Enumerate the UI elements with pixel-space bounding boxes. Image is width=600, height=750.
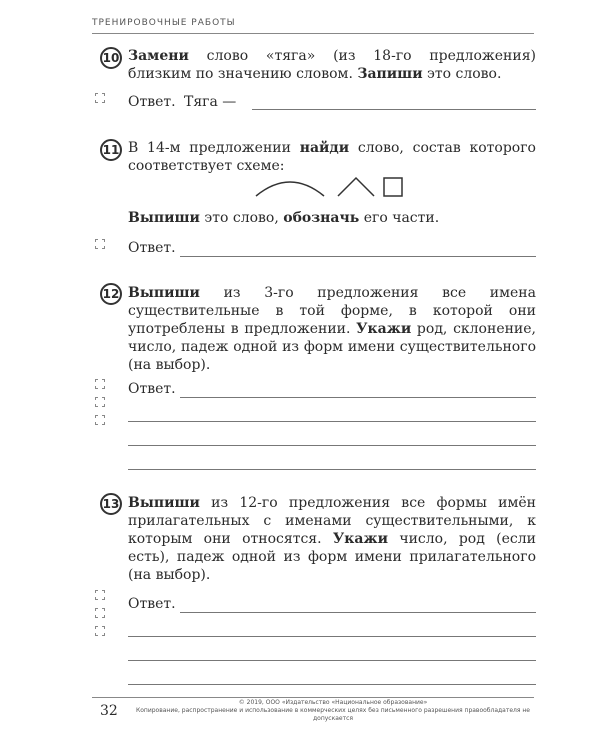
answer-cell-13-1 [95, 590, 105, 600]
text-run-2: слово, состав которого соответствует схеме: [128, 140, 536, 174]
answer-cell-11-1 [95, 239, 105, 249]
task-13-answer-line-4[interactable] [128, 684, 536, 685]
task-10-answer-line[interactable] [252, 109, 536, 110]
answer-cell-10-1 [95, 93, 105, 103]
task-10-text [128, 47, 536, 83]
bold-run-2: Укажи [332, 531, 388, 547]
task-10-answer-value: Тяга — [184, 94, 237, 110]
bold-run-1: найди [299, 140, 350, 156]
text-run-1: слово «тяга» (из 18-го предложения) близким по значению словом. [128, 48, 536, 82]
text-run-3: это слово. [422, 66, 502, 82]
task-11-answer-line[interactable] [180, 256, 536, 257]
root-arc-icon [256, 182, 324, 196]
task-13-text [128, 494, 536, 584]
task-12-answer-line-3[interactable] [128, 445, 536, 446]
header-divider [92, 33, 534, 34]
ending-box-icon [384, 178, 402, 196]
task-13-answer-line-3[interactable] [128, 660, 536, 661]
task-12-answer-line-2[interactable] [128, 421, 536, 422]
text-run-3: число, род (если есть), падеж одной из форм имени прилагательного (на выбор). [128, 531, 536, 583]
morpheme-scheme [250, 172, 410, 202]
task-13-answer-label: Ответ. [128, 596, 176, 612]
copyright-line-1: © 2019, ООО «Издательство «Национальное образование» [238, 699, 428, 706]
answer-cell-13-2 [95, 608, 105, 618]
text-run-0: В 14-м предложении [128, 140, 300, 156]
bold-run-0: Выпиши [128, 210, 200, 226]
task-13-answer-line-2[interactable] [128, 636, 536, 637]
task-number-10: 10 [100, 47, 122, 69]
answer-cell-12-1 [95, 379, 105, 389]
task-number-11: 11 [100, 139, 122, 161]
text-run-1: из 3-го предложения все имена существительные в той форме, в которой они употреблены в предложении. [128, 285, 536, 337]
copyright-line-2: Копирование, распространение и использование в коммерческих целях без письменного разрешения правообладателя не допускается [135, 707, 530, 722]
task-12-answer-label: Ответ. [128, 381, 176, 397]
answer-cell-13-3 [95, 626, 105, 636]
task-13-answer-line-1[interactable] [180, 612, 536, 613]
task-11-text [128, 139, 536, 175]
bold-run-2: обозначь [283, 210, 360, 226]
copyright-notice [128, 699, 538, 723]
text-run-3: род, склонение, число, падеж одной из форм имени существительного (на выбор). [128, 321, 536, 373]
task-11-instruction [128, 209, 536, 227]
bold-run-2: Запиши [357, 66, 423, 82]
suffix-caret-icon [338, 178, 374, 196]
running-header: ТРЕНИРОВОЧНЫЕ РАБОТЫ [92, 18, 236, 28]
task-11-answer-label: Ответ. [128, 240, 176, 256]
bold-run-0: Выпиши [128, 495, 200, 511]
bold-run-0: Выпиши [128, 285, 200, 301]
answer-cell-12-2 [95, 397, 105, 407]
task-10-answer-label: Ответ. [128, 94, 176, 110]
task-12-answer-line-1[interactable] [180, 397, 536, 398]
task-12-text [128, 284, 536, 374]
bold-run-0: Замени [128, 48, 189, 64]
task-number-13: 13 [100, 493, 122, 515]
text-run-1: это слово, [199, 210, 284, 226]
task-12-answer-line-4[interactable] [128, 469, 536, 470]
footer-divider [92, 697, 534, 698]
answer-cell-12-3 [95, 415, 105, 425]
text-run-3: его части. [359, 210, 440, 226]
bold-run-2: Укажи [356, 321, 412, 337]
task-number-12: 12 [100, 283, 122, 305]
text-run-1: из 12-го предложения все формы имён прилагательных с именами существительными, к которым они относятся. [128, 495, 536, 547]
page-number: 32 [100, 703, 118, 719]
